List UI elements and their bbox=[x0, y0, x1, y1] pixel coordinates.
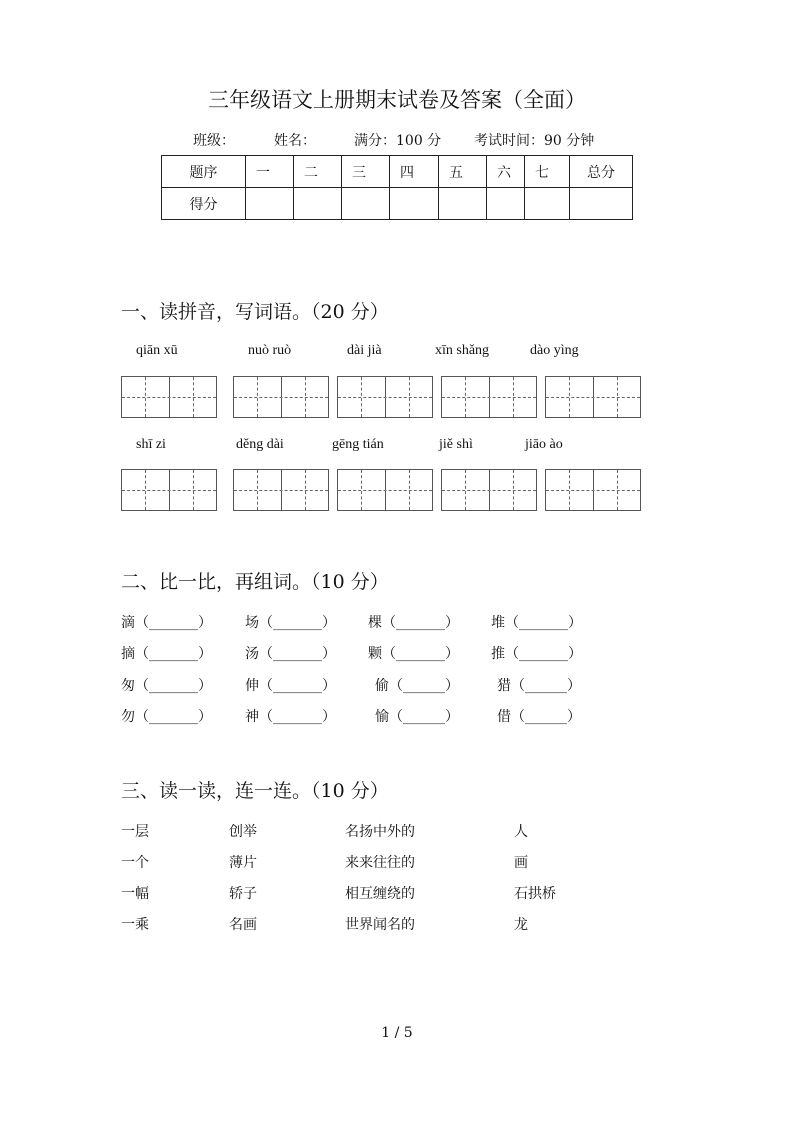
word-blank[interactable]: 推（_______） bbox=[491, 646, 582, 662]
section1-heading: 一、读拼音，写词语。（20 分） bbox=[121, 301, 389, 323]
match-item[interactable]: 名画 bbox=[229, 917, 257, 933]
pinyin-label: qiān xū bbox=[136, 343, 178, 358]
match-item[interactable]: 画 bbox=[514, 855, 528, 871]
score-cell[interactable] bbox=[342, 188, 390, 220]
match-item[interactable]: 来来往往的 bbox=[345, 855, 415, 871]
page-title: 三年级语文上册期末试卷及答案（全面） bbox=[208, 88, 586, 112]
match-item[interactable]: 一层 bbox=[121, 824, 149, 840]
header-cell: 三 bbox=[342, 156, 390, 188]
word-blank[interactable]: 偷（______） bbox=[375, 678, 459, 694]
word-blank[interactable]: 匆（_______） bbox=[121, 678, 212, 694]
match-item[interactable]: 相互缠绕的 bbox=[345, 886, 415, 902]
match-item[interactable]: 创举 bbox=[229, 824, 257, 840]
match-item[interactable]: 轿子 bbox=[229, 886, 257, 902]
score-cell[interactable] bbox=[246, 188, 294, 220]
word-blank[interactable]: 伸（_______） bbox=[245, 678, 336, 694]
word-blank[interactable]: 场（_______） bbox=[245, 615, 336, 631]
name-label: 姓名： bbox=[274, 133, 316, 149]
score-table-header bbox=[162, 156, 633, 188]
pinyin-label: jiāo ào bbox=[525, 437, 563, 452]
pinyin-label: shī zi bbox=[136, 437, 166, 452]
word-blank[interactable]: 滴（_______） bbox=[121, 615, 212, 631]
score-cell[interactable] bbox=[525, 188, 570, 220]
score-cell[interactable] bbox=[487, 188, 525, 220]
match-item[interactable]: 一个 bbox=[121, 855, 149, 871]
match-item[interactable]: 龙 bbox=[514, 917, 528, 933]
section3-heading: 三、读一读，连一连。（10 分） bbox=[121, 780, 389, 802]
match-item[interactable]: 薄片 bbox=[229, 855, 257, 871]
score-cell[interactable] bbox=[439, 188, 487, 220]
writing-grid[interactable] bbox=[441, 376, 537, 418]
match-item[interactable]: 石拱桥 bbox=[514, 886, 556, 902]
header-cell: 总分 bbox=[570, 156, 633, 188]
word-blank[interactable]: 颗（_______） bbox=[368, 646, 459, 662]
word-blank[interactable]: 借（______） bbox=[497, 709, 581, 725]
score-cell[interactable] bbox=[294, 188, 342, 220]
header-cell: 四 bbox=[390, 156, 439, 188]
header-cell: 二 bbox=[294, 156, 342, 188]
pinyin-label: dào yìng bbox=[530, 343, 579, 358]
pinyin-label: nuò ruò bbox=[248, 343, 292, 358]
match-item[interactable]: 一幅 bbox=[121, 886, 149, 902]
section2-heading: 二、比一比，再组词。（10 分） bbox=[121, 571, 389, 593]
writing-grid[interactable] bbox=[337, 469, 433, 511]
class-label: 班级： bbox=[193, 133, 235, 149]
match-item[interactable]: 名扬中外的 bbox=[345, 824, 415, 840]
score-table-row bbox=[162, 188, 633, 220]
word-blank[interactable]: 汤（_______） bbox=[245, 646, 336, 662]
pinyin-label: jiě shì bbox=[439, 437, 473, 452]
word-blank[interactable]: 愉（______） bbox=[375, 709, 459, 725]
score-cell[interactable] bbox=[390, 188, 439, 220]
word-blank[interactable]: 勿（_______） bbox=[121, 709, 212, 725]
score-table bbox=[161, 155, 633, 220]
word-blank[interactable]: 摘（_______） bbox=[121, 646, 212, 662]
pinyin-label: děng dài bbox=[236, 437, 284, 452]
word-blank[interactable]: 神（_______） bbox=[245, 709, 336, 725]
score-cell[interactable] bbox=[570, 188, 633, 220]
writing-grid[interactable] bbox=[233, 469, 329, 511]
exam-time: 考试时间：90 分钟 bbox=[474, 133, 595, 149]
pinyin-label: dài jià bbox=[347, 343, 382, 358]
word-blank[interactable]: 猎（______） bbox=[497, 678, 581, 694]
writing-grid[interactable] bbox=[121, 469, 217, 511]
writing-grid[interactable] bbox=[545, 469, 641, 511]
writing-grid[interactable] bbox=[233, 376, 329, 418]
pinyin-label: gēng tián bbox=[332, 437, 384, 452]
header-cell: 六 bbox=[487, 156, 525, 188]
row-label: 得分 bbox=[162, 188, 246, 220]
match-item[interactable]: 人 bbox=[514, 824, 528, 840]
writing-grid[interactable] bbox=[441, 469, 537, 511]
word-blank[interactable]: 堆（_______） bbox=[491, 615, 582, 631]
header-cell: 七 bbox=[525, 156, 570, 188]
writing-grid[interactable] bbox=[545, 376, 641, 418]
header-cell: 题序 bbox=[162, 156, 246, 188]
header-cell: 一 bbox=[246, 156, 294, 188]
match-item[interactable]: 一乘 bbox=[121, 917, 149, 933]
pinyin-label: xīn shǎng bbox=[435, 343, 490, 358]
writing-grid[interactable] bbox=[121, 376, 217, 418]
match-item[interactable]: 世界闻名的 bbox=[345, 917, 415, 933]
page-number: 1 / 5 bbox=[381, 1025, 413, 1041]
full-score: 满分：100 分 bbox=[354, 133, 442, 149]
writing-grid[interactable] bbox=[337, 376, 433, 418]
word-blank[interactable]: 棵（_______） bbox=[368, 615, 459, 631]
header-cell: 五 bbox=[439, 156, 487, 188]
